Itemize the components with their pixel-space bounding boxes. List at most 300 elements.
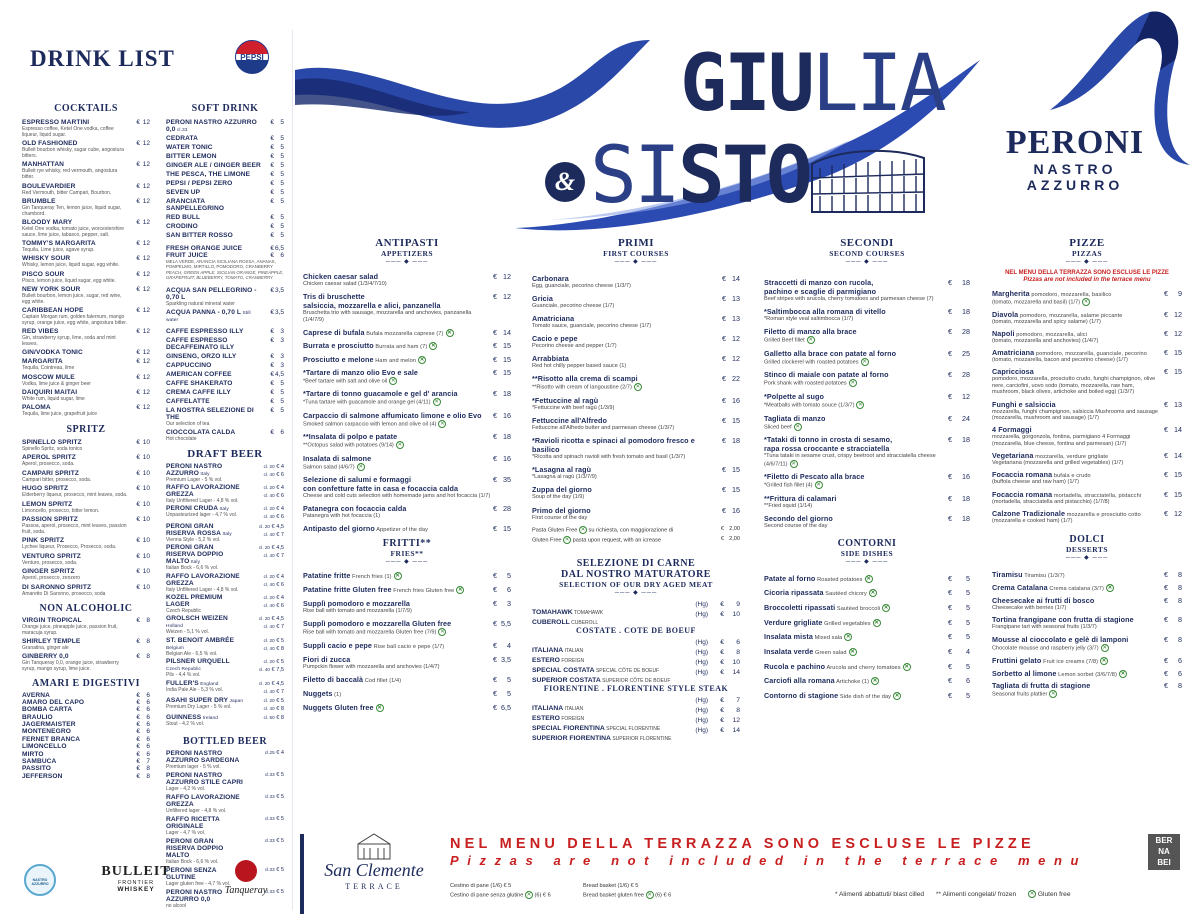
gluten-free-icon: ✕ <box>1102 644 1107 651</box>
drink-name-text: HUGO SPRITZ <box>22 485 69 493</box>
menu-item <box>764 618 970 627</box>
drink-name <box>22 470 128 477</box>
item-currency: € <box>493 354 497 364</box>
bottled-name: PERONI NASTRO AZZURRO 0,0 <box>166 889 223 904</box>
draft-name <box>166 658 244 672</box>
draft-qty: cl. 40 <box>263 705 275 711</box>
item-currency: € <box>1164 425 1168 435</box>
item-name-text: Patatine fritte <box>303 570 351 580</box>
item-name <box>764 647 946 656</box>
item-currency: € <box>1164 508 1168 518</box>
gluten-free-icon: ✕ <box>874 619 880 626</box>
drink-name-text: BITTER LEMON <box>166 153 217 160</box>
menu-item <box>764 472 970 489</box>
peroni-azzurro: AZZURRO <box>1026 177 1124 193</box>
menu-item <box>764 691 970 700</box>
item-currency: € <box>1164 596 1168 606</box>
drink-currency: € <box>136 306 140 314</box>
menu-item <box>532 314 740 330</box>
item-currency: € <box>1164 489 1168 499</box>
bottled-qty: cl.33 <box>264 889 275 895</box>
drink-price: 5 <box>280 144 284 151</box>
meat-price: 7 <box>736 696 740 704</box>
meat-currency: € <box>720 706 724 714</box>
item-name <box>992 583 1162 592</box>
item-name <box>764 370 946 379</box>
item-price: 12 <box>732 334 740 344</box>
meat-name: ITALIANA <box>532 646 564 654</box>
draft-qty: cl. 40 <box>263 624 275 630</box>
item-price: 6,5 <box>501 702 511 712</box>
drink-name-text: PERONI NASTRO AZZURRO 0,0 <box>166 119 257 133</box>
item-price: 8 <box>1178 596 1182 606</box>
drink-item <box>22 516 150 535</box>
item-desc: Red hot chilly pepper based sauce (1) <box>532 363 627 370</box>
drink-price: 8 <box>146 652 150 660</box>
drink-currency: € <box>270 352 274 360</box>
drink-currency: € <box>270 308 274 316</box>
dolci-title: DOLCI <box>1069 534 1105 546</box>
drink-name <box>22 728 128 735</box>
gluten-free-icon: ✕ <box>1107 585 1113 592</box>
drink-currency: € <box>136 616 140 624</box>
drink-currency: € <box>136 285 140 293</box>
draft-qty: cl. 20 <box>263 637 275 643</box>
hero-si: SI <box>590 131 678 221</box>
item-name <box>764 618 946 627</box>
legend-frozen: ** Alimenti congelati/ frozen <box>935 890 1017 898</box>
item-name <box>303 504 491 513</box>
meat-inline: TOMAHAWK <box>572 609 604 616</box>
item-price: 18 <box>962 435 970 445</box>
item-name-text: Carbonara <box>532 274 569 283</box>
drink-desc: Espresso coffee, Ketel One vodka, coffee liqueur, liquid sugar. <box>22 126 114 138</box>
drink-name <box>166 328 262 335</box>
draft-name-text: PERONI NASTRO AZZURRO <box>166 462 223 477</box>
menu-item <box>764 327 970 344</box>
drink-name-text: GIN/VODKA TONIC <box>22 349 83 357</box>
drink-name <box>22 706 128 713</box>
item-price: 6 <box>966 676 970 686</box>
draft-price: 4 <box>280 573 284 580</box>
drink-currency: € <box>270 336 274 344</box>
item-name-text: Capricciosa <box>992 367 1034 377</box>
juice-desc-en: PEACH, GREEN APPLE, SICILIAN ORANGE, PINEAPPLE, GRAPEFRUIT, BLUEBERRY, TOMATO, CRANBERRY <box>166 269 284 281</box>
glut-label: Gluten Free <box>532 537 562 544</box>
meat-currency: € <box>720 668 724 676</box>
drink-currency: € <box>136 750 140 758</box>
drink-item <box>166 189 284 196</box>
item-name <box>303 703 491 712</box>
drink-item <box>22 161 150 180</box>
drink-price: 6 <box>146 728 150 736</box>
drink-currency: € <box>136 765 140 773</box>
draft-desc: Stout - 4,2 % vol. <box>166 721 205 728</box>
drink-name-text: SHIRLEY TEMPLE <box>22 637 81 645</box>
drink-name <box>22 271 128 278</box>
bottled-size <box>265 750 284 756</box>
meat-unit: (Hg) <box>695 610 708 618</box>
drink-price: 10 <box>142 469 150 477</box>
san-clemente-logo <box>314 830 434 891</box>
item-price: 8 <box>1178 681 1182 691</box>
draft-sizes <box>244 573 284 589</box>
item-inline: Rise ball cacio e pepe (1/7) <box>372 643 445 650</box>
menu-item <box>992 470 1182 486</box>
drink-name-text: LEMON SPRITZ <box>22 500 73 508</box>
item-price: 3,5 <box>501 654 511 664</box>
drink-name <box>166 429 262 436</box>
menu-item <box>992 425 1182 447</box>
gluten-free-icon: ✕ <box>850 380 856 387</box>
draft-size-small <box>244 697 284 705</box>
item-name-text: Prosciutto e melone <box>303 354 374 364</box>
drink-item <box>22 706 150 713</box>
item-inline: pomodoro, mozzarella, guanciale, pecorino <box>1034 351 1147 358</box>
drink-item <box>166 198 284 212</box>
item-price: 12 <box>732 354 740 364</box>
pepsi-logo-text: PEPSI <box>240 53 264 62</box>
fiorentine-list <box>532 696 740 742</box>
bulleit-sub1: FRONTIER <box>117 880 155 886</box>
drink-price: 5 <box>280 135 284 142</box>
item-desc: *Meatballs with tomato souce (1/3/7) ✕ <box>764 401 863 409</box>
bottled-item <box>166 816 284 836</box>
item-desc: Pecorino cheese and pepper (1/7) <box>532 343 617 350</box>
item-name <box>764 392 946 401</box>
drink-name-text: OLD FASHIONED <box>22 140 78 148</box>
drink-currency: € <box>136 691 140 699</box>
item-name <box>532 485 720 494</box>
drink-name <box>166 119 262 133</box>
drink-item <box>166 398 284 405</box>
draft-currency: € <box>274 531 281 538</box>
drink-name-text: DAIQUIRI MAITAI <box>22 388 78 396</box>
menu-item <box>992 490 1182 506</box>
drink-currency: € <box>270 153 274 160</box>
item-name-text: *Polpette al sugo <box>764 391 825 401</box>
item-price: 28 <box>962 327 970 337</box>
draft-price: 7,5 <box>276 667 284 674</box>
tanqueray-name: Tanqueray <box>224 885 268 896</box>
item-name-text: **Insalata di polpo e patate <box>303 432 398 442</box>
item-price: 5,5 <box>501 618 511 628</box>
draft-size-large <box>244 531 284 539</box>
menu-item <box>532 354 740 370</box>
drink-item <box>22 617 150 636</box>
drink-item <box>22 439 150 452</box>
pizze-section <box>992 237 1182 702</box>
item-inline: mozzarella e prosciutto cotto <box>1065 511 1141 518</box>
drink-item <box>22 286 150 305</box>
item-inline: Crema catalana (3/7) <box>1047 586 1104 593</box>
drink-price: 3 <box>280 352 284 360</box>
item-name <box>992 400 1162 409</box>
item-name <box>992 470 1162 479</box>
item-currency: € <box>1164 681 1168 691</box>
bottled-qty: cl.25 <box>264 750 275 756</box>
item-name-text: Insalata mista <box>764 632 813 642</box>
cocktails-section <box>22 103 150 780</box>
item-currency: € <box>1164 570 1168 580</box>
item-name <box>532 354 720 363</box>
menu-item <box>303 341 511 350</box>
drink-price: 12 <box>142 240 150 248</box>
drink-item <box>166 135 284 142</box>
drink-desc: Spinello Spritz, soda tonico <box>22 446 83 452</box>
item-name <box>992 509 1162 518</box>
antipasti-ornament: ─── ◆ ─── <box>385 259 429 265</box>
bottled-currency: € <box>274 838 281 845</box>
item-currency: € <box>493 674 497 684</box>
drink-price: 10 <box>142 583 150 591</box>
menu-item <box>303 355 511 364</box>
item-price: 5 <box>966 617 970 627</box>
draft-qty: cl. 20 <box>259 523 270 529</box>
item-price: 16 <box>962 472 970 482</box>
item-currency: € <box>948 646 952 656</box>
item-price: 14 <box>503 327 511 337</box>
item-name <box>303 675 491 684</box>
gluten-free-icon: ✕ <box>795 423 800 430</box>
item-name <box>303 475 491 484</box>
draft-origin: Italy <box>189 560 201 566</box>
item-name <box>303 585 491 594</box>
menu-item <box>764 307 970 323</box>
bread-basket-it: Cestino di pane (1/6) € 5 <box>450 883 512 889</box>
item-name-text: Amatriciana <box>532 314 575 324</box>
item-inline: Roasted potatoes <box>815 576 863 583</box>
draft-currency: € <box>274 637 281 644</box>
contorni-list <box>764 574 970 701</box>
drink-desc: Red Vermouth, bitter Campari, Bourbon. <box>22 189 112 196</box>
item-name <box>303 641 491 650</box>
item-currency: € <box>493 640 497 650</box>
menu-item <box>532 334 740 350</box>
draft-qty: cl. 40 <box>263 602 275 608</box>
drink-name-text: THE PESCA, THE LIMONE <box>166 171 251 178</box>
item-name-text: Arrabbiata <box>532 354 569 364</box>
item-name-text: Stinco di maiale con patate al forno <box>764 370 889 380</box>
bottled-price: 5 <box>280 794 284 801</box>
draft-price: 7 <box>280 553 284 560</box>
item-currency: € <box>1164 655 1168 665</box>
drink-currency: € <box>270 144 274 151</box>
gluten-free-icon: ✕ <box>1101 657 1107 664</box>
bottled-desc: Italian Bock - 6,6 % vol. <box>166 859 219 866</box>
item-name-text: Fettuccine all'Alfredo <box>532 416 607 426</box>
antipasti-section <box>303 237 511 716</box>
bread-basket-gf-it-price: (6) € 6 <box>534 892 551 899</box>
item-desc: Rise ball with tomato and mozzarella Gluten free (7/9) ✕ <box>303 628 445 636</box>
drink-name <box>22 516 128 523</box>
item-price: 8 <box>1178 615 1182 625</box>
dolci-ornament: ─── ◆ ─── <box>1065 555 1109 562</box>
item-name-text: *Fettuccine al ragù <box>532 396 599 406</box>
item-desc: Guanciale, pecorino cheese (1/7) <box>532 303 615 310</box>
item-inline: pomodoro, mozzarella, basilico <box>1029 292 1112 298</box>
drink-name <box>22 119 128 126</box>
menu-item <box>303 475 511 500</box>
draft-currency: € <box>274 645 281 652</box>
maturatore-subtitle: SELECTION OF OUR DRY AGED MEAT <box>559 579 713 589</box>
item-price: 5 <box>966 661 970 671</box>
item-desc: *Lasagna al ragù (1/3/7/9) <box>532 474 597 481</box>
gluten-free-icon: ✕ <box>858 401 863 408</box>
menu-item <box>303 571 511 580</box>
hero-amp <box>545 162 585 202</box>
item-currency: € <box>1164 289 1168 298</box>
bottled-item <box>166 794 284 814</box>
item-name <box>303 272 491 281</box>
draft-name-text: ST. BENOIT AMBRÉE <box>166 636 235 644</box>
item-name-text: *Saltimbocca alla romana di vitello <box>764 307 886 317</box>
item-name <box>764 588 946 597</box>
item-desc: mozzarella, gorgonzola, fontina, parmigiano 4 Formaggi (mozzarella, blue cheese, fontina and parmesan) (1/7) <box>992 434 1131 447</box>
draft-name-text: FULLER'S <box>166 679 199 687</box>
draft-price: 4 <box>280 485 284 492</box>
draft-qty: cl. 40 <box>263 514 275 520</box>
drink-currency: € <box>136 373 140 381</box>
item-desc: Fettuccine all'Alfredo butter and parmesan cheese (1/3/7) <box>532 425 675 432</box>
item-price: 12 <box>503 291 511 301</box>
bottled-desc: no alcool <box>166 903 187 910</box>
menu-item <box>992 310 1182 326</box>
footer-banner <box>450 836 1140 869</box>
draft-size-large <box>244 513 284 521</box>
drink-name-text: GINGER ALE / GINGER BEER <box>166 162 261 169</box>
bottled-name: PERONI NASTRO AZZURRO STILE CAPRI <box>166 772 243 787</box>
draft-price: 4,5 <box>276 545 284 552</box>
item-desc: *Beef tartare with salt and olive oil ✕ <box>303 378 396 385</box>
item-price: 5 <box>966 691 970 701</box>
item-currency: € <box>948 327 952 337</box>
drink-item <box>22 374 150 387</box>
drink-name-text: BOULEVARDIER <box>22 182 76 190</box>
item-price: 6 <box>1178 655 1182 665</box>
item-price: 24 <box>962 413 970 423</box>
drink-price: 6 <box>280 428 284 436</box>
dolci-subtitle: DESSERTS <box>1065 545 1109 555</box>
item-price: 5 <box>507 570 511 580</box>
draft-origin: England <box>198 681 219 687</box>
cocktails-list <box>22 119 150 417</box>
drink-item <box>22 568 150 581</box>
item-inline: Sautéed broccoli <box>835 605 881 612</box>
meat-name: ESTERO <box>532 714 560 722</box>
item-name <box>992 669 1162 678</box>
drink-desc: Campari bitter, prosecco, soda. <box>22 476 92 483</box>
amari-list <box>22 692 150 780</box>
drink-name-text: BRUMBLE <box>22 197 56 205</box>
menu-item <box>764 278 970 303</box>
menu-item <box>303 524 511 533</box>
fiorentine-title: FIORENTINE . FLORENTINE STYLE STEAK <box>543 683 729 693</box>
drink-price: 3,5 <box>274 286 284 294</box>
fritti-subtitle: FRIES** <box>390 548 424 558</box>
item-name-text: Supplì pomodoro e mozzarella Gluten free <box>303 618 452 628</box>
item-name-text: Verdure grigliate <box>764 617 823 627</box>
item-inline: Fruit ice creams (7/8) <box>1041 658 1099 665</box>
meat-unit: (Hg) <box>695 696 708 704</box>
item-price: 12 <box>1174 309 1182 319</box>
secondi-ornament: ─── ◆ ─── <box>845 259 889 265</box>
tanqueray-logo <box>218 860 274 896</box>
fritti-title: FRITTI** <box>382 537 432 549</box>
drink-desc: Ketel One vodka, tomato juice, worcestershire sauce, lime juice, tabasco, pepper, salt. <box>22 225 124 238</box>
bulleit-name: BULLEIT <box>101 864 171 879</box>
item-price: 15 <box>732 465 740 475</box>
drink-item <box>22 389 150 402</box>
drink-name-text: RED VIBES <box>22 328 59 336</box>
drink-item <box>22 773 150 780</box>
item-currency: € <box>722 436 726 446</box>
item-name-text: Secondo del giorno <box>764 513 833 523</box>
item-price: 18 <box>503 389 511 399</box>
draft-desc: Unpasteurized lager - 4,7 % vol. <box>166 512 238 519</box>
gluten-free-icon: ✕ <box>846 634 851 641</box>
pizze-note-en: Pizzas are not included in the terrace menu <box>1023 276 1151 283</box>
draft-sizes <box>244 658 284 674</box>
item-name <box>532 396 720 405</box>
draft-desc: Premium Dry Lager - 5 % vol. <box>166 703 232 710</box>
draft-sizes <box>244 463 284 479</box>
drink-price: 8 <box>146 765 150 773</box>
drink-name-text: AVERNA <box>22 691 50 699</box>
menu-item <box>303 599 511 615</box>
item-desc: Smoked salmon carpaccio with lemon and olive oil (4) ✕ <box>303 420 445 428</box>
draft-size-large <box>244 666 284 674</box>
drink-name-text: DI SARONNO SPRITZ <box>22 583 92 591</box>
drink-currency: € <box>136 721 140 729</box>
draft-currency: € <box>269 545 277 552</box>
drink-desc: Whisky, lemon juice, liquid sugar, egg white. <box>22 262 120 269</box>
secondi-title: SECONDI <box>840 237 894 249</box>
drink-price: 5 <box>280 171 284 178</box>
drink-currency: € <box>136 469 140 477</box>
draft-qty: cl. 20 <box>263 573 275 579</box>
draft-currency: € <box>274 594 281 601</box>
item-name <box>532 436 720 454</box>
item-desc: **Risotto with cream of langoustine (2/7) ✕ <box>532 384 641 391</box>
drink-item <box>22 553 150 566</box>
meat-name: ITALIANA <box>532 704 564 712</box>
coffee-list <box>166 328 284 442</box>
gluten-free-icon: ✕ <box>866 575 871 582</box>
juice-block <box>166 245 284 281</box>
item-desc: (mortadella, stracciatella and pistacchio) (1/7/8) <box>992 498 1110 505</box>
item-name <box>764 472 946 481</box>
drink-currency: € <box>270 198 274 205</box>
draft-qty: cl. 40 <box>263 493 275 499</box>
draft-qty: cl. 40 <box>263 553 275 559</box>
drink-item <box>22 638 150 651</box>
item-name-text: Tris di bruschette <box>303 291 365 301</box>
draft-currency: € <box>274 659 281 666</box>
drink-name <box>166 309 262 323</box>
maturatore-title: SELEZIONE DI CARNE <box>576 557 696 569</box>
building-icon <box>354 830 394 860</box>
drink-name-text: ACQUA SAN PELLEGRINO - 0,70 L <box>166 286 257 301</box>
drink-name <box>166 171 262 178</box>
item-name-text: Supplì cacio e pepe <box>303 640 373 650</box>
drink-name-text: TOMMY'S MARGARITA <box>22 240 96 248</box>
drink-desc: Passoa, aperol, prosecco, mint leaves, passion fruit, soda. <box>22 522 127 535</box>
drink-currency: € <box>136 454 140 462</box>
bernabei-l2: NA <box>1158 847 1170 856</box>
item-name <box>992 656 1162 665</box>
item-price: 15 <box>1174 348 1182 358</box>
